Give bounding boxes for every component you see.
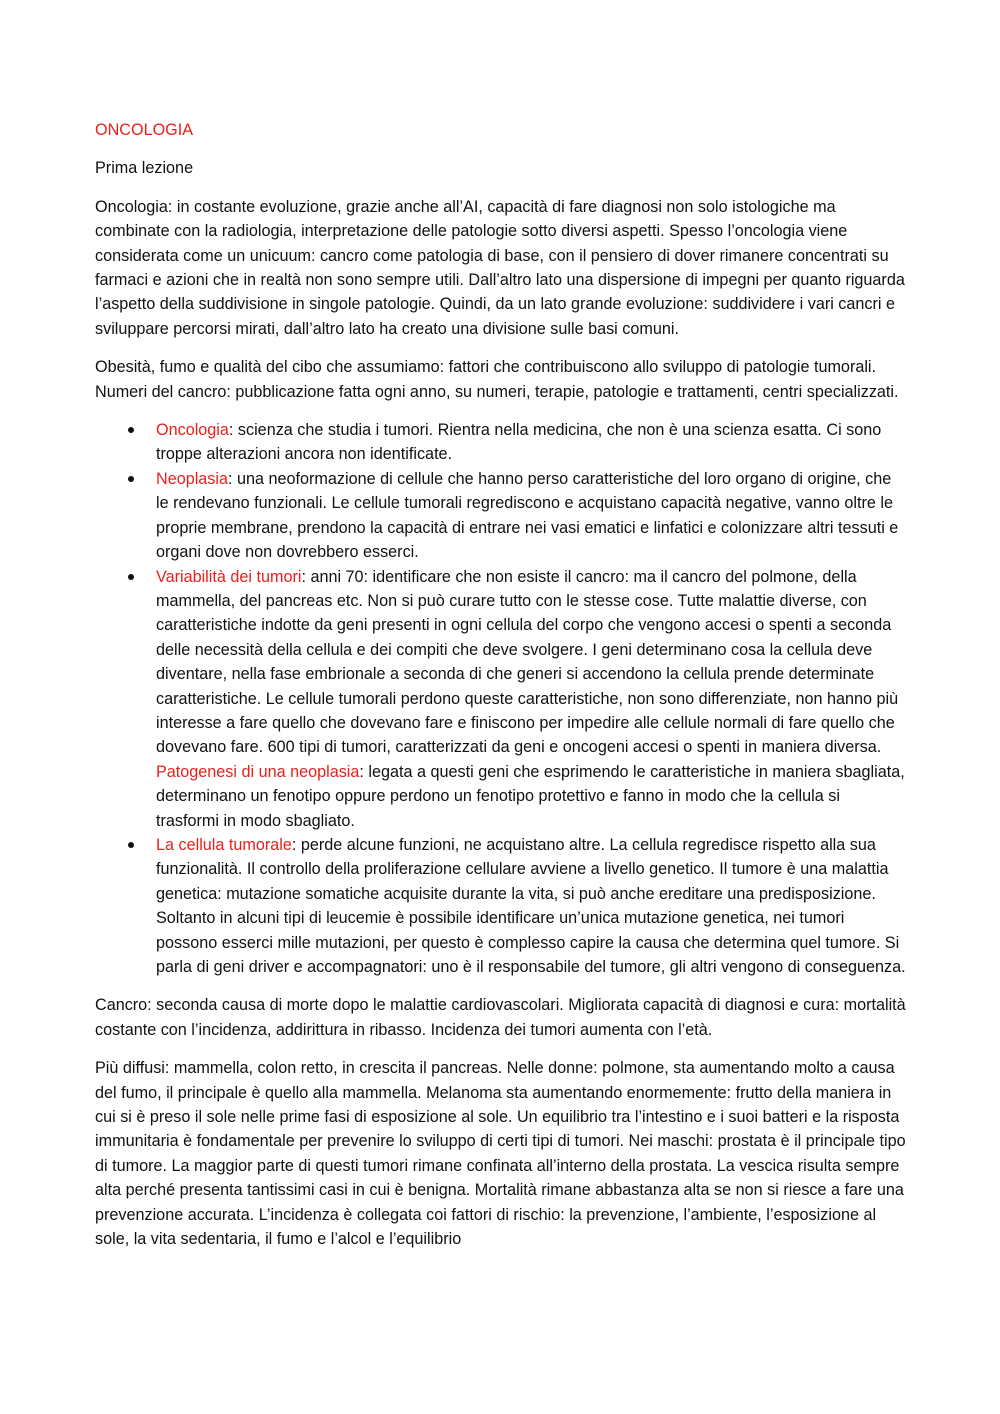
paragraph-intro: Oncologia: in costante evoluzione, grazie anche all’AI, capacità di fare diagnosi non solo istologiche ma combinate con la radiologia, interpretazione delle patologie sotto diversi aspetti. Spesso l’oncologia viene considerata come un unicuum: cancro come patologia di base, con il pensiero di dover rimanere concentrati su farmaci e azioni che in realtà non sono sempre utili. Dall’altro lato una dispersione di impegni per quanto riguarda l’aspetto della suddivisione in singole patologie. Quindi, da un lato grande evoluzione: suddividere i vari cancri e sviluppare percorsi mirati, dall’altro lato ha creato una divisione sulle basi comuni. bbox=[95, 197, 905, 338]
definition-text: : una neoformazione di cellule che hanno perso caratteristiche del loro organo di origine, che le rendevano funzionali. Le cellule tumorali regrediscono e acquistano capacità negative, vanno oltre le proprie membrane, prendono la capacità di entrare nei vasi ematici e linfatici e colonizzare altri tessuti e organi dove non dovrebbero esserci. bbox=[156, 469, 899, 562]
definition-text: : perde alcune funzioni, ne acquistano altre. La cellula regredisce rispetto alla sua funzionalità. Il controllo della proliferazione cellulare avviene a livello genetico. Il tumore è una malattia genetica: mutazione somatiche acquisite durante la vita, si può anche ereditare una predisposizione. Soltanto in alcuni tipi di leucemie è possibile identificare un’unica mutazione genetica, nei tumori possono esserci mille mutazioni, per questo è complesso capire la causa che determina quel tumore. Si parla di geni driver e accompagnatori: uno è il responsabile del tumore, gli altri vengono di conseguenza. bbox=[156, 835, 906, 976]
list-item-oncologia bbox=[95, 418, 907, 467]
bullet-icon bbox=[128, 574, 134, 580]
list-item-neoplasia bbox=[95, 467, 907, 565]
definitions-list bbox=[95, 418, 907, 979]
list-item-variabilita bbox=[95, 565, 907, 833]
paragraph-tumori-diffusi: Più diffusi: mammella, colon retto, in crescita il pancreas. Nelle donne: polmone, sta aumentando molto a causa del fumo, il principale è quello alla mammella. Melanoma sta aumentando enormemente: frutto della maniera in cui si è preso il sole nelle prime fasi di esposizione al sole. Un equilibrio tra l’intestino e i suoi batteri e la risposta immunitaria è fondamentale per prevenire lo sviluppo di certi tipi di tumori. Nei maschi: prostata è il principale tipo di tumore. La maggior parte di questi tumori rimane confinata all’interno della prostata. La vescica risulta sempre alta perché presenta tantissimi casi in cui è benigna. Mortalità rimane abbastanza alta se non si riesce a fare una prevenzione accurata. L’incidenza è collegata coi fattori di rischio: la prevenzione, l’ambiente, l’esposizione al sole, la vita sedentaria, il fumo e l’alcol e l’equilibrio bbox=[95, 1059, 906, 1249]
document-title: ONCOLOGIA bbox=[95, 121, 194, 139]
definition-text: : legata a questi geni che esprimendo le caratteristiche in maniera sbagliata, determinano un fenotipo oppure perdono un fenotipo protettivo e fanno in modo che la cellula si trasformi in modo sbagliato. bbox=[156, 762, 905, 830]
paragraph-cancro-mortalita: Cancro: seconda causa di morte dopo le malattie cardiovascolari. Migliorata capacità di diagnosi e cura: mortalità costante con l’incidenza, addirittura in ribasso. Incidenza dei tumori aumenta con l’età. bbox=[95, 996, 906, 1039]
term-variabilita-tumori: Variabilità dei tumori bbox=[156, 567, 302, 586]
list-item-cellula-tumorale bbox=[95, 833, 907, 979]
term-neoplasia: Neoplasia bbox=[156, 469, 228, 488]
paragraph-risk-factors: Obesità, fumo e qualità del cibo che assumiamo: fattori che contribuiscono allo sviluppo di patologie tumorali. Numeri del cancro: pubblicazione fatta ogni anno, su numeri, terapie, patologie e trattamenti, centri specializzati. bbox=[95, 358, 899, 401]
definition-text: : scienza che studia i tumori. Rientra nella medicina, che non è una scienza esatta. Ci sono troppe alterazioni ancora non identificate. bbox=[156, 421, 882, 464]
definition-text: : anni 70: identificare che non esiste il cancro: ma il cancro del polmone, della mammella, del pancreas etc. Non si può curare tutto con le stesse cose. Tutte malattie diverse, con caratteristiche indotte da geni presenti in ogni cellula del corpo che vengono accesi o spenti a seconda delle necessità della cellula e dei compiti che deve svolgere. I geni determinano cosa la cellula deve diventare, nella fase embrionale a seconda di che generi si accendono la cellula prende determinate caratteristiche. Le cellule tumorali perdono queste caratteristiche, non sono differenziate, non hanno più interesse a fare quello che dovevano fare e finiscono per impedire alle cellule normali di fare quello che dovevano fare. 600 tipi di tumori, caratterizzati da geni e oncogeni accesi o spenti in maniera diversa. bbox=[156, 567, 899, 757]
bullet-icon bbox=[128, 476, 134, 482]
term-oncologia: Oncologia bbox=[156, 421, 229, 440]
bullet-icon bbox=[128, 842, 134, 848]
term-cellula-tumorale: La cellula tumorale bbox=[156, 835, 292, 854]
term-patogenesi: Patogenesi di una neoplasia bbox=[156, 762, 360, 781]
document-body bbox=[95, 118, 907, 1265]
lesson-subtitle: Prima lezione bbox=[95, 159, 194, 178]
bullet-icon bbox=[128, 427, 134, 433]
